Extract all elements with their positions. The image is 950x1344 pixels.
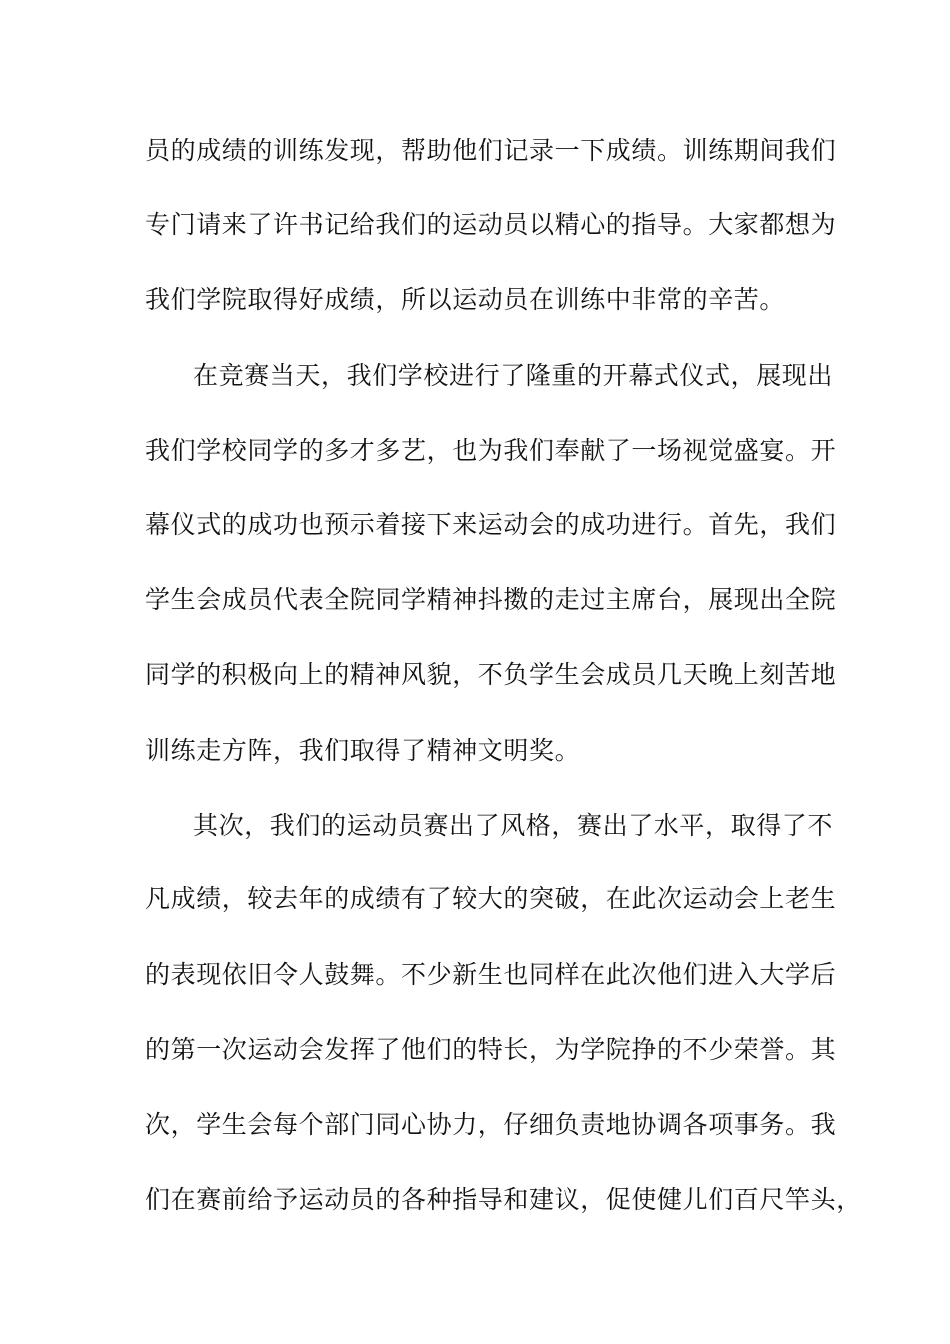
text-line: 我们学院取得好成绩，所以运动员在训练中非常的辛苦。 xyxy=(145,285,786,314)
text-line: 我们学校同学的多才多艺，也为我们奉献了一场视觉盛宴。开 xyxy=(145,436,837,465)
text-line: 的表现依旧令人鼓舞。不少新生也同样在此次他们进入大学后 xyxy=(145,960,837,989)
text-line: 们在赛前给予运动员的各种指导和建议，促使健儿们百尺竿头， xyxy=(145,1185,862,1214)
text-line: 同学的积极向上的精神风貌，不负学生会成员几天晚上刻苦地 xyxy=(145,660,837,689)
text-line: 次，学生会每个部门同心协力，仔细负责地协调各项事务。我 xyxy=(145,1110,837,1139)
text-line: 幕仪式的成功也预示着接下来运动会的成功进行。首先，我们 xyxy=(145,510,837,539)
text-line: 员的成绩的训练发现，帮助他们记录一下成绩。训练期间我们 xyxy=(145,136,837,165)
text-line: 学生会成员代表全院同学精神抖擞的走过主席台，展现出全院 xyxy=(145,585,837,614)
text-line: 的第一次运动会发挥了他们的特长，为学院挣的不少荣誉。其 xyxy=(145,1035,837,1064)
text-line: 训练走方阵，我们取得了精神文明奖。 xyxy=(145,736,581,765)
text-line: 凡成绩，较去年的成绩有了较大的突破，在此次运动会上老生 xyxy=(145,884,837,913)
paragraph-start-line: 其次，我们的运动员赛出了风格，赛出了水平，取得了不 xyxy=(193,811,834,840)
paragraph-start-line: 在竞赛当天，我们学校进行了隆重的开幕式仪式，展现出 xyxy=(193,361,834,390)
text-line: 专门请来了许书记给我们的运动员以精心的指导。大家都想为 xyxy=(145,210,837,239)
